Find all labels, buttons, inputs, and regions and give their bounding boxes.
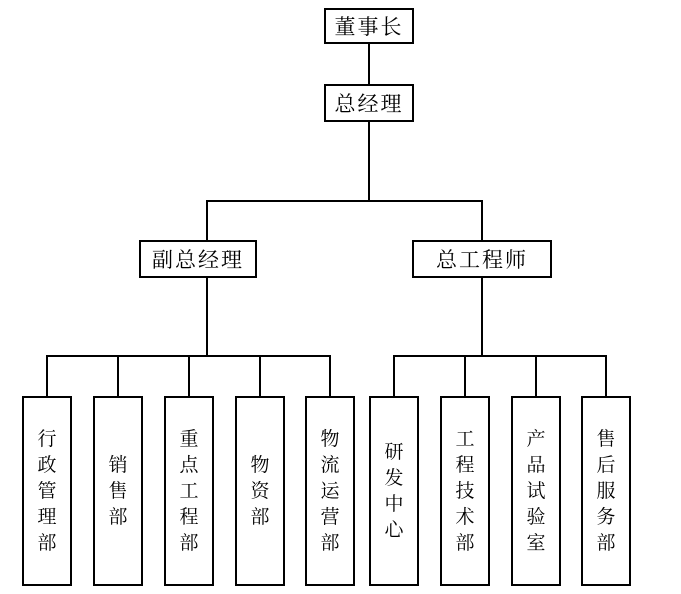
chief-engineer-label: 总工程师 <box>436 248 528 272</box>
connector-line <box>464 355 466 396</box>
connector-line <box>117 355 119 396</box>
connector-line <box>535 355 537 396</box>
dept-key-engineering-box <box>164 396 214 586</box>
connector-line <box>605 355 607 396</box>
dept-admin-management-box <box>22 396 72 586</box>
deputy-general-manager-label: 副总经理 <box>152 248 244 272</box>
dept-key-engineering-label: 重 点 工 程 部 <box>179 428 199 554</box>
dept-sales-box <box>93 396 143 586</box>
connector-line <box>481 200 483 240</box>
dept-after-sales-box <box>581 396 631 586</box>
connector-line <box>393 355 607 357</box>
general-manager-label: 总经理 <box>334 92 404 116</box>
connector-line <box>259 355 261 396</box>
connector-line <box>206 200 483 202</box>
dept-logistics-operations-box <box>305 396 355 586</box>
dept-engineering-tech-box <box>440 396 490 586</box>
connector-line <box>368 44 370 84</box>
dept-engineering-tech-label: 工 程 技 术 部 <box>455 428 475 554</box>
dept-sales-label: 销 售 部 <box>108 454 128 528</box>
dept-after-sales-label: 售 后 服 务 部 <box>596 428 616 554</box>
connector-line <box>206 278 208 357</box>
deputy-general-manager-box <box>139 240 257 278</box>
dept-rd-center-label: 研 发 中 心 <box>384 441 404 541</box>
dept-product-testing-label: 产 品 试 验 室 <box>526 428 546 554</box>
dept-logistics-operations-label: 物 流 运 营 部 <box>320 428 340 554</box>
general-manager-box <box>324 84 414 122</box>
dept-product-testing-box <box>511 396 561 586</box>
dept-rd-center-box <box>369 396 419 586</box>
connector-line <box>206 200 208 240</box>
dept-materials-label: 物 资 部 <box>250 454 270 528</box>
dept-admin-management-label: 行 政 管 理 部 <box>37 428 57 554</box>
connector-line <box>368 122 370 202</box>
chief-engineer-box <box>412 240 552 278</box>
connector-line <box>481 278 483 357</box>
dept-materials-box <box>235 396 285 586</box>
chairman-box <box>324 8 414 44</box>
connector-line <box>46 355 48 396</box>
connector-line <box>329 355 331 396</box>
connector-line <box>188 355 190 396</box>
chairman-label: 董事长 <box>334 15 404 39</box>
connector-line <box>393 355 395 396</box>
